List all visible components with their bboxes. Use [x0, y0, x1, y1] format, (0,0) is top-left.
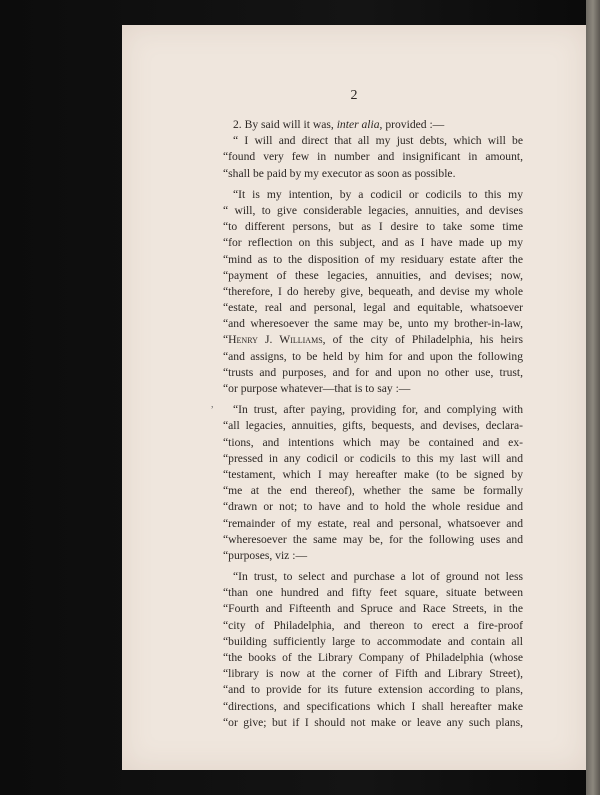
text-line: “wheresoever the same may be, for the following uses and — [223, 532, 523, 546]
text-line: “building sufficiently large to accommodate and contain all — [223, 634, 523, 648]
body-text — [223, 117, 523, 731]
text-line: “the books of the Library Company of Philadelphia (whose — [223, 651, 523, 664]
text-line: “purposes, viz :— — [223, 548, 308, 562]
text-line: “estate, real and personal, legal and equitable, whatsoever — [223, 301, 523, 315]
text-line: “pressed in any codicil or codicils to this my last will and — [223, 451, 523, 465]
text-line: 2. By said will it was, inter alia, provided :— — [233, 118, 445, 131]
text-line: “payment of these legacies, annuities, and devises; now, — [223, 268, 523, 282]
text-line: “Henry J. Williams, of the city of Philadelphia, his heirs — [223, 333, 523, 347]
page-number: 2 — [350, 88, 358, 103]
text-line: “or purpose whatever—that is to say :— — [223, 382, 411, 395]
text-line: “trusts and purposes, and for and upon no other use, trust, — [223, 365, 523, 379]
text-line: “and to provide for its future extension according to plans, — [223, 683, 523, 697]
text-line: “for reflection on this subject, and as I have made up my — [223, 236, 523, 250]
text-line: “In trust, to select and purchase a lot of ground not less — [233, 570, 523, 584]
text-line: “shall be paid by my executor as soon as possible. — [223, 166, 456, 180]
text-line: “and wheresoever the same may be, unto my brother-in-law, — [223, 317, 523, 331]
text-line: “found very few in number and insignificant in amount, — [223, 150, 523, 164]
margin-mark: , — [211, 399, 214, 410]
text-line: “city of Philadelphia, and thereon to erect a fire-proof — [223, 618, 523, 632]
text-line: “testament, which I may hereafter make (to be signed by — [223, 467, 523, 481]
text-line: “drawn or not; to have and to hold the whole residue and — [223, 500, 523, 514]
text-line: “and assigns, to be held by him for and upon the following — [223, 349, 523, 363]
text-line: “In trust, after paying, providing for, and complying with — [233, 403, 523, 417]
text-line: “to different persons, but as I desire to take some time — [223, 220, 523, 234]
scanner-edge — [586, 0, 600, 795]
document-page — [122, 25, 586, 770]
text-line: “me at the end thereof), whether the same be formally — [223, 484, 523, 498]
text-line: “directions, and specifications which I shall hereafter make — [223, 699, 523, 713]
text-line: “or give; but if I should not make or leave any such plans, — [223, 715, 523, 729]
text-line: “remainder of my estate, real and personal, whatsoever and — [223, 516, 523, 530]
text-line: “library is now at the corner of Fifth and Library Street), — [223, 667, 523, 681]
text-line: “Fourth and Fifteenth and Spruce and Race Streets, in the — [223, 602, 523, 616]
text-line: “mind as to the disposition of my residuary estate after the — [223, 252, 523, 266]
text-line: “all legacies, annuities, gifts, bequests, and devises, declara- — [223, 419, 523, 433]
text-line: “tions, and intentions which may be contained and ex- — [223, 435, 523, 449]
text-line: “than one hundred and fifty feet square, situate between — [223, 586, 523, 600]
text-line: “ I will and direct that all my just debts, which will be — [233, 134, 523, 148]
text-line: “ will, to give considerable legacies, annuities, and devises — [223, 203, 523, 217]
text-line: “therefore, I do hereby give, bequeath, and devise my whole — [223, 284, 523, 298]
text-line: “It is my intention, by a codicil or codicils to this my — [233, 187, 523, 201]
